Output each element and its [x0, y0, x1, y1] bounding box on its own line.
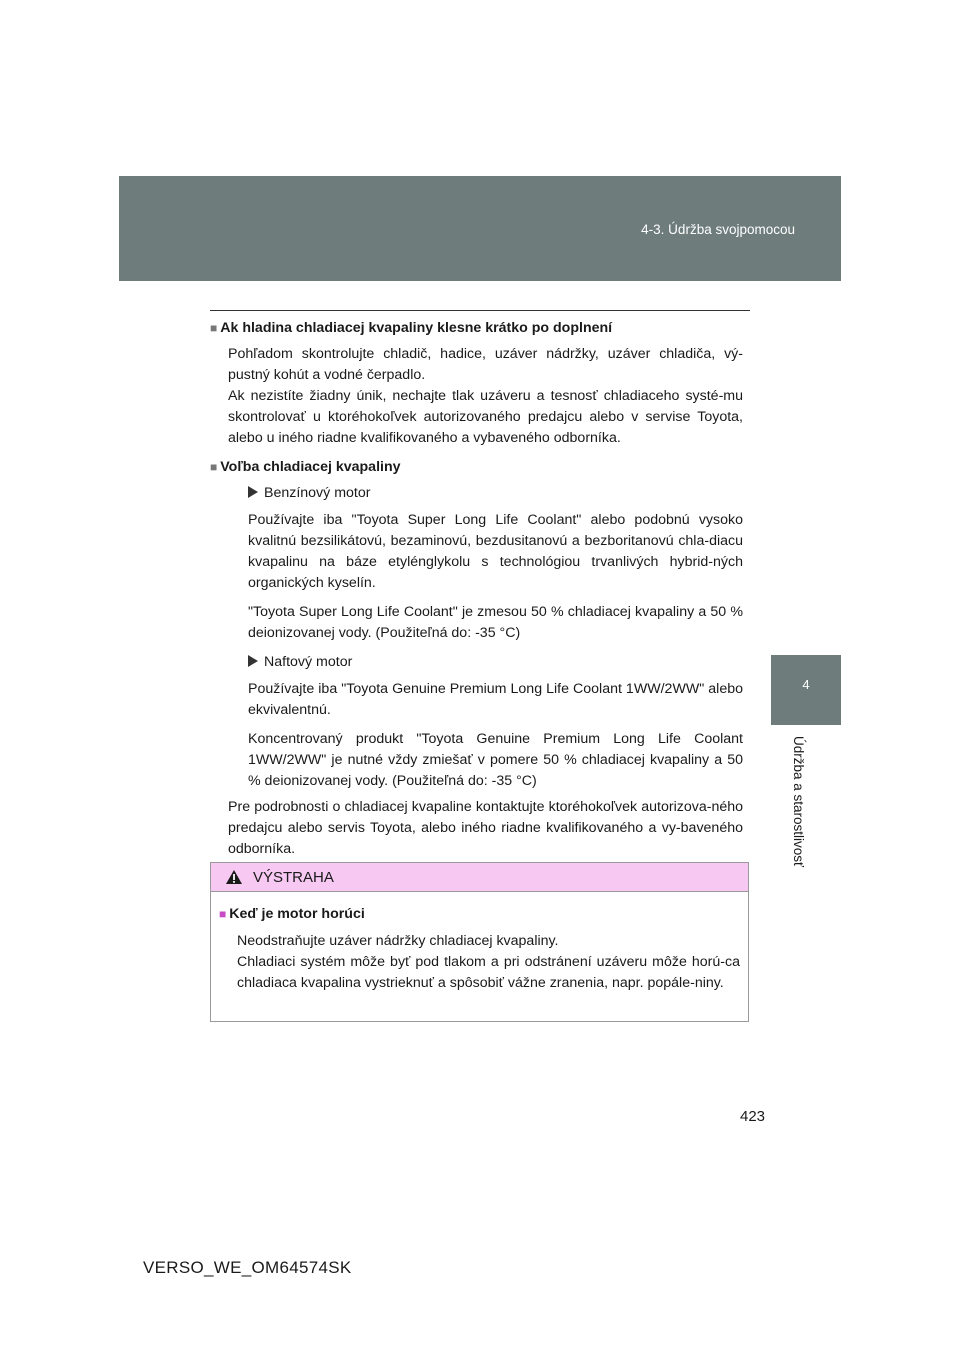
warning-heading: ■ Keď je motor horúci	[219, 906, 365, 922]
square-bullet-icon: ■	[219, 907, 227, 921]
warning-body	[211, 892, 748, 994]
paragraph: Pre podrobnosti o chladiacej kvapaline kontaktujte ktoréhokoľvek autorizova-ného predajcu alebo servis Toyota, alebo iného riadne kvalifikovaného a vy-baveného odborníka.	[228, 799, 743, 857]
warning-header	[211, 863, 748, 892]
square-bullet-icon: ■	[210, 321, 218, 335]
warning-box	[210, 862, 749, 1022]
paragraph: Používajte iba "Toyota Genuine Premium Long Life Coolant 1WW/2WW" alebo ekvivalentnú.	[248, 681, 743, 718]
watermark-mask	[591, 1324, 960, 1358]
paragraph: Používajte iba "Toyota Super Long Life Coolant" alebo podobnú vysoko kvalitnú bezsilikátovú, bezaminovú, bezdusitanovú a bezboritanovú chla-diacu kvapalinu na báze etylénglykolu s technológiou trvanlivých hybrid-ných organických kyselín.	[248, 512, 743, 591]
section-heading: ■ Voľba chladiacej kvapaliny	[210, 459, 401, 475]
engine-item: Benzínový motor	[248, 483, 743, 504]
document-code: VERSO_WE_OM64574SK	[143, 1258, 352, 1277]
paragraph: Pohľadom skontrolujte chladič, hadice, uzáver nádržky, uzáver chladiča, vý-pustný kohút a vodné čerpadlo. Ak nezistíte žiadny únik, nechajte tlak uzáveru a tesnosť chladiaceho systé-mu skontrolovať u ktoréhokoľvek autorizovaného predajcu alebo v servise Toyota, alebo u iného riadne kvalifikovaného a vybaveného odborníka.	[228, 346, 743, 446]
warning-title: VÝSTRAHA	[253, 868, 334, 886]
engine-item: Naftový motor	[248, 652, 743, 673]
chapter-tab	[771, 655, 841, 725]
paragraph: Neodstraňujte uzáver nádržky chladiacej kvapaliny. Chladiaci systém môže byť pod tlakom a pri odstránení uzáveru môže horú-ca chladiaca kvapalina vystrieknuť a spôsobiť vážne zranenia, napr. popále-niny.	[237, 933, 740, 991]
section-title: 4-3. Údržba svojpomocou	[641, 222, 795, 237]
chapter-number: 4	[802, 677, 810, 692]
page-number: 423	[740, 1108, 766, 1125]
main-content	[210, 318, 743, 865]
paragraph: "Toyota Super Long Life Coolant" je zmesou 50 % chladiacej kvapaliny a 50 % deionizovanej vody. (Použiteľná do: -35 °C)	[248, 604, 743, 641]
triangle-right-icon	[248, 486, 258, 498]
header-band	[119, 176, 841, 281]
section-heading: ■ Ak hladina chladiacej kvapaliny klesne krátko po doplnení	[210, 320, 613, 336]
warning-triangle-icon	[225, 869, 243, 885]
top-divider	[210, 310, 750, 311]
triangle-right-icon	[248, 655, 258, 667]
paragraph: Koncentrovaný produkt "Toyota Genuine Premium Long Life Coolant 1WW/2WW" je nutné vždy zmiešať v pomere 50 % chladiacej kvapaliny a 50 % deionizovanej vody. (Použiteľná do: -35 °C)	[248, 731, 743, 789]
chapter-title: Údržba a starostlivosť	[791, 736, 806, 868]
square-bullet-icon: ■	[210, 460, 218, 474]
